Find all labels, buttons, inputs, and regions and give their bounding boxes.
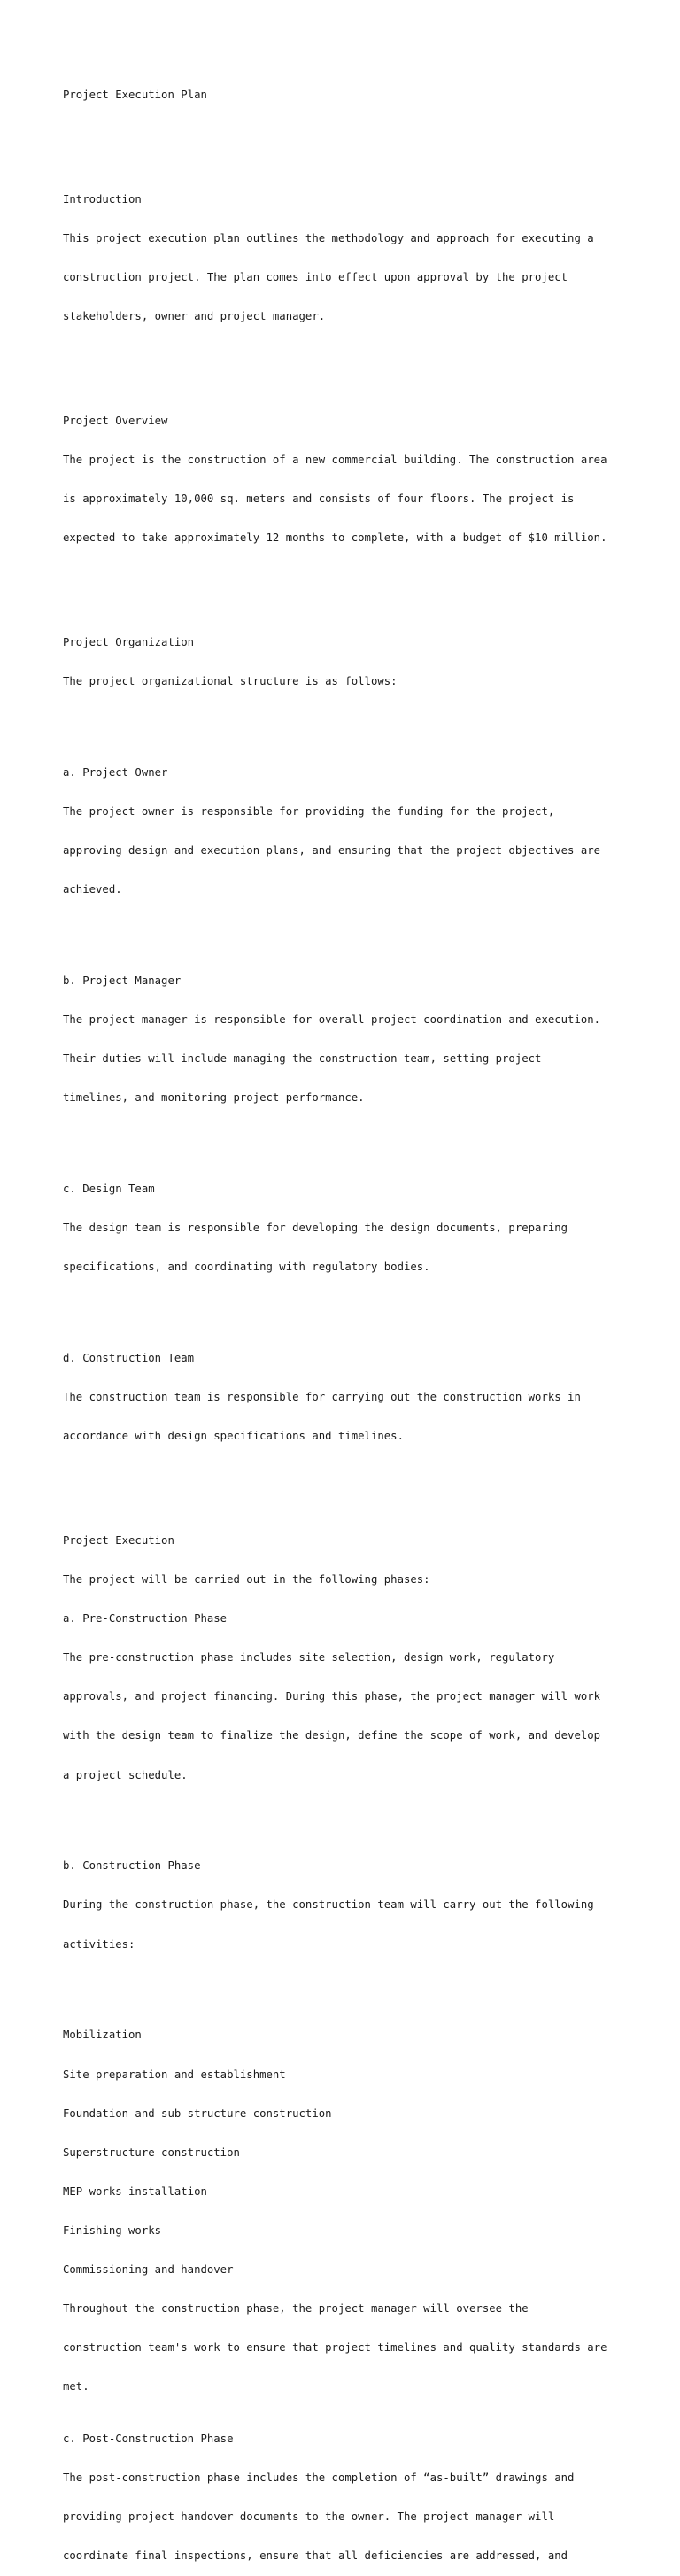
role-line: The design team is responsible for developing the design documents, preparing — [63, 1222, 568, 1235]
phase-line: activities: — [63, 1937, 135, 1951]
role-line: specifications, and coordinating with regulatory bodies. — [63, 1261, 430, 1274]
role-line: timelines, and monitoring project performance. — [63, 1091, 365, 1105]
activity-item: Finishing works — [63, 2223, 162, 2237]
role-line: Their duties will include managing the construction team, setting project — [63, 1052, 542, 1066]
phase-heading-post-construction: c. Post-Construction Phase — [63, 2432, 234, 2446]
document-title: Project Execution Plan — [63, 89, 207, 102]
activity-item: Foundation and sub-structure construction — [63, 2107, 332, 2120]
introduction-line: construction project. The plan comes into effect upon approval by the project — [63, 271, 568, 284]
phase-line: The post-construction phase includes the completion of “as-built” drawings and — [63, 2471, 575, 2485]
role-line: accordance with design specifications and timelines. — [63, 1430, 404, 1443]
phase-line: construction team's work to ensure that project timelines and quality standards are — [63, 2341, 607, 2355]
phase-line: providing project handover documents to the owner. The project manager will — [63, 2510, 555, 2524]
activity-item: Site preparation and establishment — [63, 2068, 286, 2081]
introduction-heading: Introduction — [63, 193, 142, 206]
phase-line: with the design team to finalize the design, define the scope of work, and develop — [63, 1729, 601, 1742]
spacer — [63, 1977, 630, 1990]
phase-line: approvals, and project financing. During this phase, the project manager will work — [63, 1690, 601, 1703]
role-heading-owner: a. Project Owner — [63, 765, 168, 779]
activity-item: Mobilization — [63, 2029, 142, 2042]
document-page — [63, 63, 630, 2576]
spacer — [63, 1808, 630, 1821]
phase-heading-pre-construction: a. Pre-Construction Phase — [63, 1612, 228, 1626]
spacer — [63, 1300, 630, 1313]
activity-item: Superstructure construction — [63, 2145, 240, 2159]
execution-heading: Project Execution — [63, 1533, 174, 1547]
activity-item: MEP works installation — [63, 2184, 207, 2198]
role-line: The project manager is responsible for overall project coordination and execution. — [63, 1013, 601, 1026]
role-heading-construction-team: d. Construction Team — [63, 1352, 195, 1365]
organization-heading: Project Organization — [63, 635, 195, 648]
phase-line: a project schedule. — [63, 1768, 188, 1781]
overview-heading: Project Overview — [63, 414, 168, 427]
overview-line: expected to take approximately 12 months to complete, with a budget of $10 million. — [63, 531, 607, 545]
activity-item: Commissioning and handover — [63, 2263, 234, 2277]
phase-line: Throughout the construction phase, the project manager will oversee the — [63, 2302, 529, 2316]
spacer — [63, 570, 630, 584]
role-heading-design-team: c. Design Team — [63, 1183, 155, 1196]
role-line: approving design and execution plans, and ensuring that the project objectives are — [63, 843, 601, 857]
introduction-line: This project execution plan outlines the methodology and approach for executing a — [63, 232, 594, 245]
role-line: The project owner is responsible for providing the funding for the project, — [63, 804, 555, 818]
overview-line: is approximately 10,000 sq. meters and consists of four floors. The project is — [63, 493, 575, 506]
phase-line: met. — [63, 2380, 89, 2394]
spacer — [63, 922, 630, 935]
role-line: The construction team is responsible for carrying out the construction works in — [63, 1391, 581, 1404]
phase-line: During the construction phase, the construction team will carry out the following — [63, 1898, 594, 1912]
introduction-line: stakeholders, owner and project manager. — [63, 310, 326, 323]
spacer — [63, 1130, 630, 1144]
phase-line: The pre-construction phase includes site selection, design work, regulatory — [63, 1651, 555, 1664]
organization-intro: The project organizational structure is as follows: — [63, 674, 398, 687]
phase-line: coordinate final inspections, ensure that all deficiencies are addressed, and — [63, 2549, 568, 2563]
phase-heading-construction: b. Construction Phase — [63, 1859, 201, 1873]
spacer — [63, 1469, 630, 1482]
spacer — [63, 714, 630, 727]
execution-intro: The project will be carried out in the following phases: — [63, 1573, 430, 1587]
spacer — [63, 128, 630, 142]
overview-line: The project is the construction of a new commercial building. The construction area — [63, 453, 607, 466]
role-line: achieved. — [63, 883, 122, 896]
role-heading-manager: b. Project Manager — [63, 974, 182, 987]
spacer — [63, 349, 630, 362]
